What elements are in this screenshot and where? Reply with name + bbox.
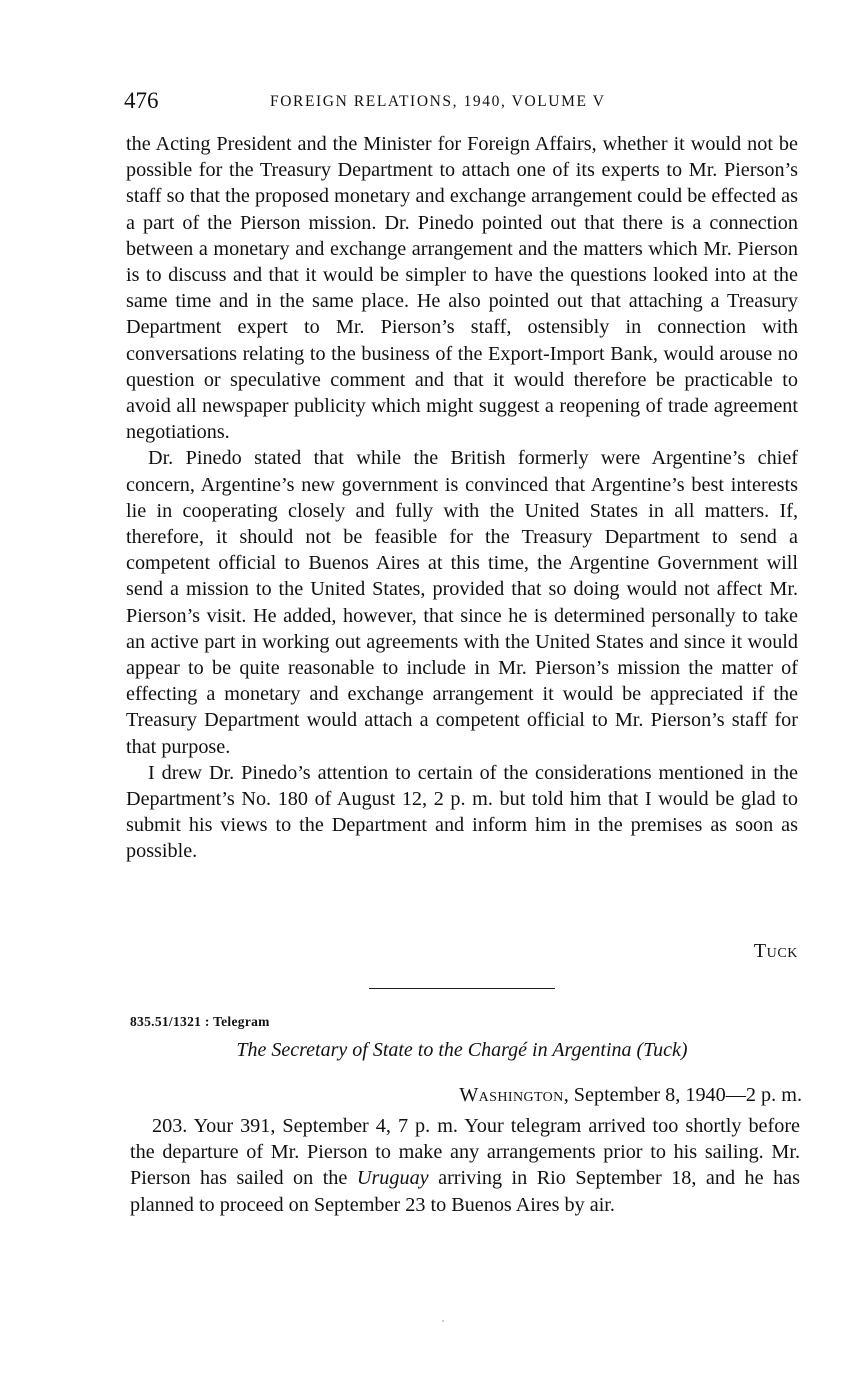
section-divider [369, 988, 555, 989]
paragraph-reply: I drew Dr. Pinedo’s attention to certain of the considerations mentioned in the Department’s No. 180 of August 12, 2 p. m. but told him that I would be glad to submit his views to the Department and inform him in the premises as soon as possible. [126, 761, 798, 863]
page-speck [442, 1320, 444, 1322]
signature: Tuck [753, 940, 798, 962]
letter-body [126, 131, 798, 865]
ship-name: Uruguay [356, 1167, 429, 1190]
dateline-place: Washington [459, 1084, 564, 1106]
dateline-date: , September 8, 1940—2 p. m. [563, 1084, 802, 1106]
file-reference: 835.51/1321 : Telegram [130, 1014, 270, 1029]
telegram-paragraph [130, 1113, 800, 1218]
telegram-text-end: arriving in Rio September 18, and he has planned to proceed on September 23 to Buenos Aires by air. [130, 1167, 800, 1216]
running-title: FOREIGN RELATIONS, 1940, VOLUME V [270, 93, 606, 110]
paragraph-pinedo-statement: Dr. Pinedo stated that while the British formerly were Argentine’s chief concern, Argentine’s new government is convinced that Argentine’s best interests lie in cooperating closely and fully with the United States in all matters. If, therefore, it should not be feasible for the Treasury Department to send a competent official to Buenos Aires at this time, the Argentine Government will send a mission to the United States, provided that so doing would not affect Mr. Pierson’s visit. He added, however, that since he is determined personally to take an active part in working out agreements with the United States and since it would appear to be quite reasonable to include in Mr. Pierson’s mission the matter of effecting a monetary and exchange arrangement it would be appreciated if the Treasury Department would attach a competent official to Mr. Pierson’s staff for that purpose. [126, 447, 798, 758]
dateline [126, 1082, 802, 1108]
telegram-title: The Secretary of State to the Chargé in Argentina (Tuck) [236, 1039, 688, 1061]
page-number: 476 [124, 88, 159, 113]
telegram-text-start: 203. Your 391, September 4, 7 p. m. Your telegram arrived too shortly before the departure of Mr. Pierson to make any arrangements prior to his sailing. Mr. Pierson has sailed on the [130, 1115, 800, 1190]
running-head [124, 86, 798, 116]
telegram-body [130, 1113, 800, 1218]
paragraph-continued: the Acting President and the Minister for Foreign Affairs, whether it would not be possible for the Treasury Department to attach one of its experts to Mr. Pierson’s staff so that the proposed monetary and exchange arrangement could be effected as a part of the Pierson mission. Dr. Pinedo pointed out that there is a connection between a monetary and exchange arrangement and the matters which Mr. Pierson is to discuss and that it would be simpler to have the questions looked into at the same time and in the same place. He also pointed out that attaching a Treasury Department expert to Mr. Pierson’s staff, ostensibly in connection with conversations relating to the business of the Export-Import Bank, would arouse no question or speculative comment and that it would therefore be practicable to avoid all newspaper publicity which might suggest a reopening of trade agreement negotiations. [126, 133, 798, 444]
